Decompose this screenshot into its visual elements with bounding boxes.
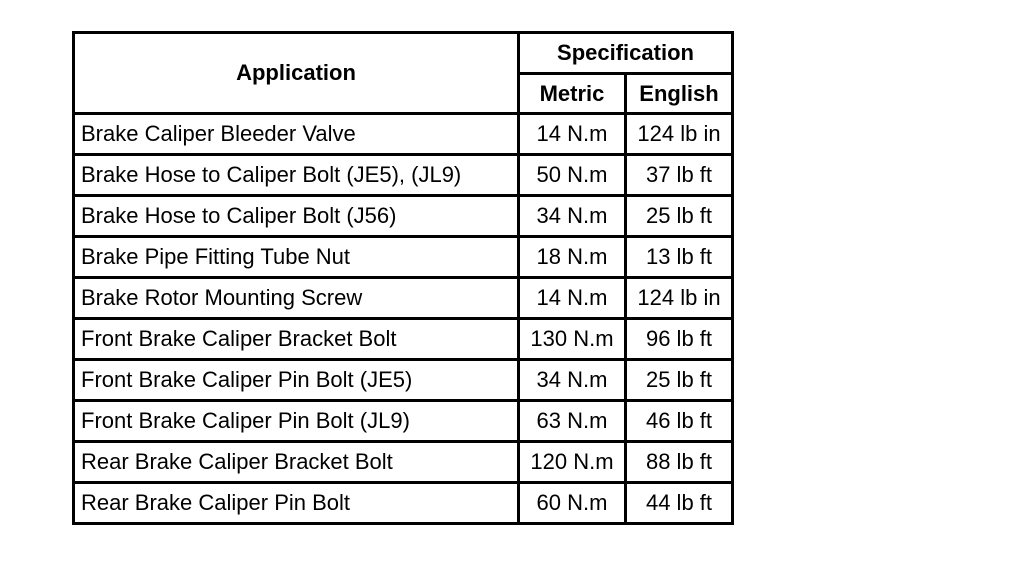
application-cell: Brake Hose to Caliper Bolt (J56) xyxy=(75,197,518,238)
application-cell: Front Brake Caliper Pin Bolt (JL9) xyxy=(75,402,518,443)
application-cell: Brake Caliper Bleeder Valve xyxy=(75,115,518,156)
specification-column-header: Specification xyxy=(518,34,731,75)
table-row xyxy=(75,238,731,279)
english-cell: 46 lb ft xyxy=(627,402,731,443)
metric-cell: 60 N.m xyxy=(518,484,627,522)
table-row xyxy=(75,115,731,156)
english-column-header: English xyxy=(627,75,731,115)
header-row-top xyxy=(75,34,731,75)
application-cell: Front Brake Caliper Pin Bolt (JE5) xyxy=(75,361,518,402)
english-cell: 44 lb ft xyxy=(645,490,713,515)
english-cell: 37 lb ft xyxy=(627,156,731,197)
table-row xyxy=(75,279,731,320)
metric-cell: 18 N.m xyxy=(518,238,627,279)
table-row xyxy=(75,443,731,484)
table-body xyxy=(75,115,731,522)
application-cell: Brake Rotor Mounting Screw xyxy=(75,279,518,320)
metric-column-header: Metric xyxy=(518,75,627,115)
application-cell: Brake Pipe Fitting Tube Nut xyxy=(75,238,518,279)
metric-cell: 14 N.m xyxy=(518,115,627,156)
application-cell: Rear Brake Caliper Pin Bolt xyxy=(75,484,518,522)
table-row xyxy=(75,361,731,402)
english-cell: 124 lb in xyxy=(627,115,731,156)
english-cell: 25 lb ft xyxy=(627,197,731,238)
table-row xyxy=(75,402,731,443)
fastener-specification-table xyxy=(72,31,734,525)
metric-cell: 14 N.m xyxy=(518,279,627,320)
english-cell: 96 lb ft xyxy=(627,320,731,361)
application-column-header: Application xyxy=(75,34,518,115)
english-cell: 88 lb ft xyxy=(627,443,731,484)
metric-cell: 34 N.m xyxy=(518,361,627,402)
table-row xyxy=(75,156,731,197)
table-row xyxy=(75,197,731,238)
metric-cell: 34 N.m xyxy=(518,197,627,238)
english-cell: 124 lb in xyxy=(627,279,731,320)
english-cell: 13 lb ft xyxy=(627,238,731,279)
metric-cell: 50 N.m xyxy=(518,156,627,197)
metric-cell: 63 N.m xyxy=(518,402,627,443)
table-row xyxy=(75,320,731,361)
metric-cell: 130 N.m xyxy=(518,320,627,361)
english-cell: 25 lb ft xyxy=(627,361,731,402)
application-cell: Rear Brake Caliper Bracket Bolt xyxy=(75,443,518,484)
application-cell: Brake Hose to Caliper Bolt (JE5), (JL9) xyxy=(75,156,518,197)
table-row xyxy=(75,484,731,522)
application-cell: Front Brake Caliper Bracket Bolt xyxy=(75,320,518,361)
metric-cell: 120 N.m xyxy=(518,443,627,484)
